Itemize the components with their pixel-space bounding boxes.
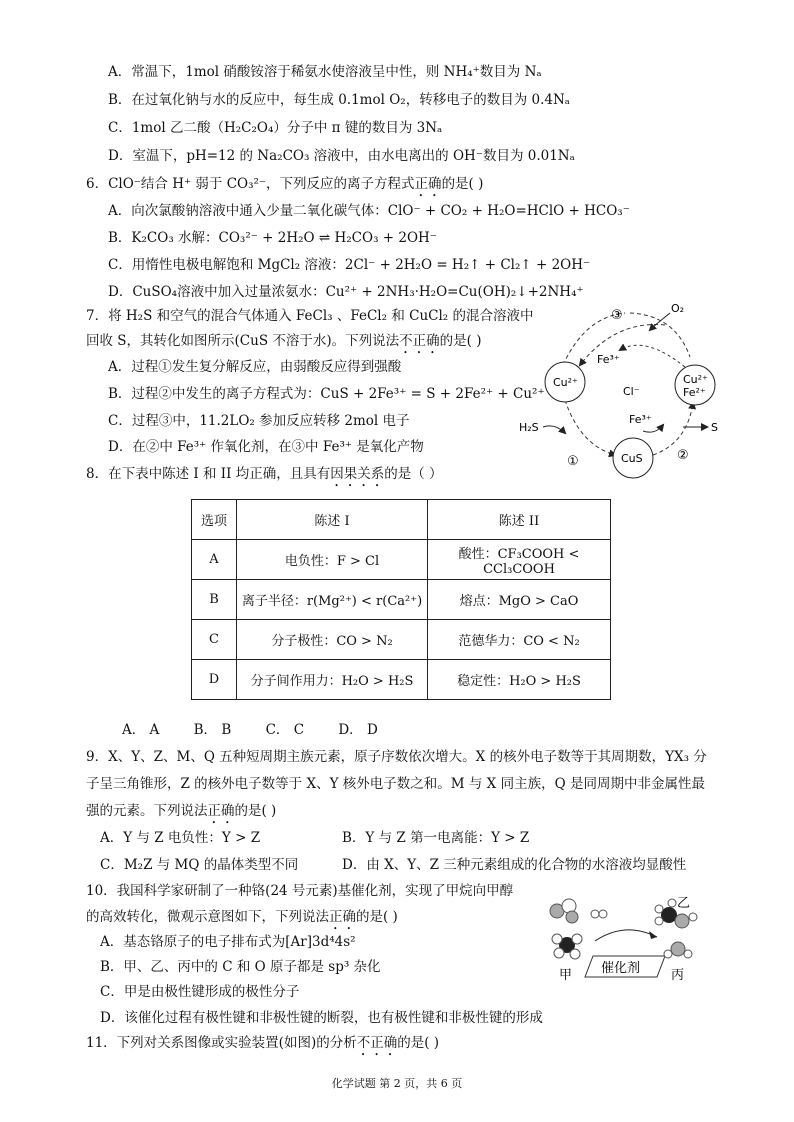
label-cus: CuS bbox=[621, 452, 643, 465]
q10-option-c: C．甲是由极性键形成的极性分子 bbox=[100, 984, 300, 1000]
q6-option-c: C．用惰性电极电解饱和 MgCl₂ 溶液：2Cl⁻ + 2H₂O = H₂↑ + Cl₂↑ + 2OH⁻ bbox=[108, 257, 591, 273]
q6-stem: 6．ClO⁻结合 H⁺ 弱于 CO₃²⁻，下列反应的离子方程式正确的是( ) bbox=[86, 176, 484, 192]
label-cl: Cl⁻ bbox=[623, 385, 640, 398]
table-header-cell: 陈述 I bbox=[237, 500, 428, 540]
table-header-row bbox=[192, 500, 611, 540]
reaction-arrowhead bbox=[649, 931, 657, 939]
q8-stem: 8．在下表中陈述 I 和 II 均正确，且具有因果关系的是（ ） bbox=[86, 466, 443, 482]
q6-option-d: D．CuSO₄溶液中加入过量浓氨水：Cu²⁺ + 2NH₃·H₂O=Cu(OH)₂↓+2NH₄⁺ bbox=[108, 284, 584, 300]
q7-stem-line2: 回收 S，其转化如图所示(CuS 不溶于水)。下列说法不正确的是( ) bbox=[86, 333, 482, 349]
label-o2: O₂ bbox=[671, 302, 685, 315]
q9-stem-line3: 强的元素。下列说法正确的是( ) bbox=[86, 803, 277, 819]
table-cell: A bbox=[192, 540, 237, 580]
label-cufe-fe: Fe²⁺ bbox=[683, 386, 706, 399]
q9-option-a: A．Y 与 Z 电负性：Y > Z bbox=[100, 830, 261, 846]
q10-stem-line1: 10．我国科学家研制了一种铬(24 号元素)基催化剂，实现了甲烷向甲醇 bbox=[86, 883, 514, 899]
fe3-in-arrow bbox=[643, 425, 663, 432]
atom bbox=[689, 913, 697, 921]
cycle-arc-leftdown bbox=[565, 400, 615, 455]
label-step3: ③ bbox=[611, 308, 623, 323]
table-cell: D bbox=[192, 660, 237, 700]
table-cell: 分子极性：CO > N₂ bbox=[237, 620, 428, 660]
label-jia: 甲 bbox=[559, 968, 573, 983]
atom bbox=[566, 911, 578, 923]
fe3-return-arrow bbox=[620, 345, 685, 367]
q10-option-a: A．基态铬原子的电子排布式为[Ar]3d⁴4s² bbox=[100, 934, 356, 950]
reaction-arrow bbox=[595, 930, 657, 941]
page-footer: 化学试题 第 2 页，共 6 页 bbox=[331, 1077, 463, 1090]
atom bbox=[664, 950, 672, 958]
atom bbox=[570, 949, 580, 959]
table-cell: 酸性：CF₃COOH < CCl₃COOH bbox=[428, 540, 611, 580]
atom bbox=[572, 934, 582, 944]
q9-option-d: D．由 X、Y、Z 三种元素组成的化合物的水溶液均显酸性 bbox=[342, 857, 687, 873]
table-header-cell: 选项 bbox=[192, 500, 237, 540]
atom bbox=[675, 914, 689, 928]
atom bbox=[599, 910, 607, 918]
q10-stem-line2: 的高效转化，微观示意图如下，下列说法正确的是( ) bbox=[86, 909, 398, 925]
q4-option-a: A．常温下，1mol 硝酸铵溶于稀氨水使溶液呈中性，则 NH₄⁺数目为 Nₐ bbox=[108, 64, 542, 80]
q9-stem-line2: 子呈三角锥形，Z 的核外电子数等于 X、Y 核外电子数之和。M 与 X 同主族，Q 是同周期中非金属性最 bbox=[86, 776, 705, 792]
table-cell: B bbox=[192, 580, 237, 620]
atom bbox=[552, 934, 562, 944]
q4-option-c: C．1mol 乙二酸（H₂C₂O₄）分子中 π 键的数目为 3Nₐ bbox=[108, 120, 443, 136]
q10-option-b: B．甲、乙、丙中的 C 和 O 原子都是 sp³ 杂化 bbox=[100, 959, 381, 975]
q7-cycle-diagram bbox=[515, 295, 740, 485]
q9-option-b: B．Y 与 Z 第一电离能：Y > Z bbox=[342, 830, 530, 846]
label-s: S bbox=[711, 421, 718, 434]
q8-table bbox=[191, 499, 611, 700]
label-catalyst: 催化剂 bbox=[601, 961, 641, 976]
table-cell: 电负性：F > Cl bbox=[237, 540, 428, 580]
q4-option-d: D．室温下，pH=12 的 Na₂CO₃ 溶液中，由水电离出的 OH⁻数目为 0.01Nₐ bbox=[108, 148, 575, 164]
table-row bbox=[192, 540, 611, 580]
q7-stem-line1: 7．将 H₂S 和空气的混合气体通入 FeCl₃ 、FeCl₂ 和 CuCl₂ 的混合溶液中 bbox=[86, 308, 534, 324]
atom bbox=[554, 948, 564, 958]
atom bbox=[655, 905, 663, 913]
atom bbox=[591, 910, 599, 918]
table-header-cell: 陈述 II bbox=[428, 500, 611, 540]
q4-option-b: B．在过氧化钠与水的反应中，每生成 0.1mol O₂，转移电子的数目为 0.4Nₐ bbox=[108, 92, 570, 108]
label-fe3-top: Fe³⁺ bbox=[597, 353, 620, 366]
cycle-arc-top bbox=[630, 313, 690, 357]
atom bbox=[655, 917, 663, 925]
table-cell: 稳定性：H₂O > H₂S bbox=[428, 660, 611, 700]
q7-option-a: A．过程①发生复分解反应，由弱酸反应得到强酸 bbox=[108, 359, 402, 375]
atom bbox=[684, 950, 692, 958]
q9-option-c: C．M₂Z 与 MQ 的晶体类型不同 bbox=[100, 857, 299, 873]
q11-stem: 11．下列对关系图像或实验装置(如图)的分析不正确的是( ) bbox=[86, 1035, 440, 1051]
q10-catalysis-diagram bbox=[545, 893, 720, 985]
label-step1: ① bbox=[567, 454, 579, 469]
q9-stem-line1: 9．X、Y、Z、M、Q 五种短周期主族元素，原子序数依次增大。X 的核外电子数等于其周期数，YX₃ 分 bbox=[86, 749, 707, 765]
label-step2: ② bbox=[677, 448, 689, 463]
label-cufe-cu: Cu²⁺ bbox=[683, 373, 708, 386]
table-cell: 分子间作用力：H₂O > H₂S bbox=[237, 660, 428, 700]
label-h2s: H₂S bbox=[519, 421, 539, 434]
table-cell: C bbox=[192, 620, 237, 660]
table-row bbox=[192, 580, 611, 620]
q6-option-a: A．向次氯酸钠溶液中通入少量二氧化碳气体：ClO⁻ + CO₂ + H₂O=HClO + HCO₃⁻ bbox=[108, 203, 630, 219]
label-yi: 乙 bbox=[677, 896, 691, 911]
label-fe3-mid: Fe³⁺ bbox=[629, 413, 652, 426]
label-bing: 丙 bbox=[671, 968, 685, 983]
o2-arrow bbox=[650, 313, 670, 330]
atom bbox=[668, 899, 676, 907]
h2s-arrow bbox=[543, 426, 565, 433]
q10-option-d: D．该催化过程有极性键和非极性键的断裂，也有极性键和非极性键的形成 bbox=[100, 1010, 543, 1026]
q7-option-c: C．过程③中，11.2LO₂ 参加反应转移 2mol 电子 bbox=[108, 413, 410, 429]
table-row bbox=[192, 620, 611, 660]
q7-option-d: D．在②中 Fe³⁺ 作氧化剂，在③中 Fe³⁺ 是氧化产物 bbox=[108, 439, 424, 455]
table-cell: 范德华力：CO < N₂ bbox=[428, 620, 611, 660]
label-cu2: Cu²⁺ bbox=[553, 376, 578, 389]
table-row bbox=[192, 660, 611, 700]
cycle-arc-return bbox=[580, 325, 665, 366]
atom bbox=[671, 942, 685, 956]
table-cell: 离子半径：r(Mg²⁺) < r(Ca²⁺) bbox=[237, 580, 428, 620]
q6-option-b: B．K₂CO₃ 水解：CO₃²⁻ + 2H₂O ⇌ H₂CO₃ + 2OH⁻ bbox=[108, 230, 437, 246]
q8-choices: A． A B． B C． C D． D bbox=[122, 722, 378, 738]
table-cell: 熔点：MgO > CaO bbox=[428, 580, 611, 620]
q7-option-b: B．过程②中发生的离子方程式为：CuS + 2Fe³⁺ = S + 2Fe²⁺ + Cu²⁺ bbox=[108, 386, 545, 402]
